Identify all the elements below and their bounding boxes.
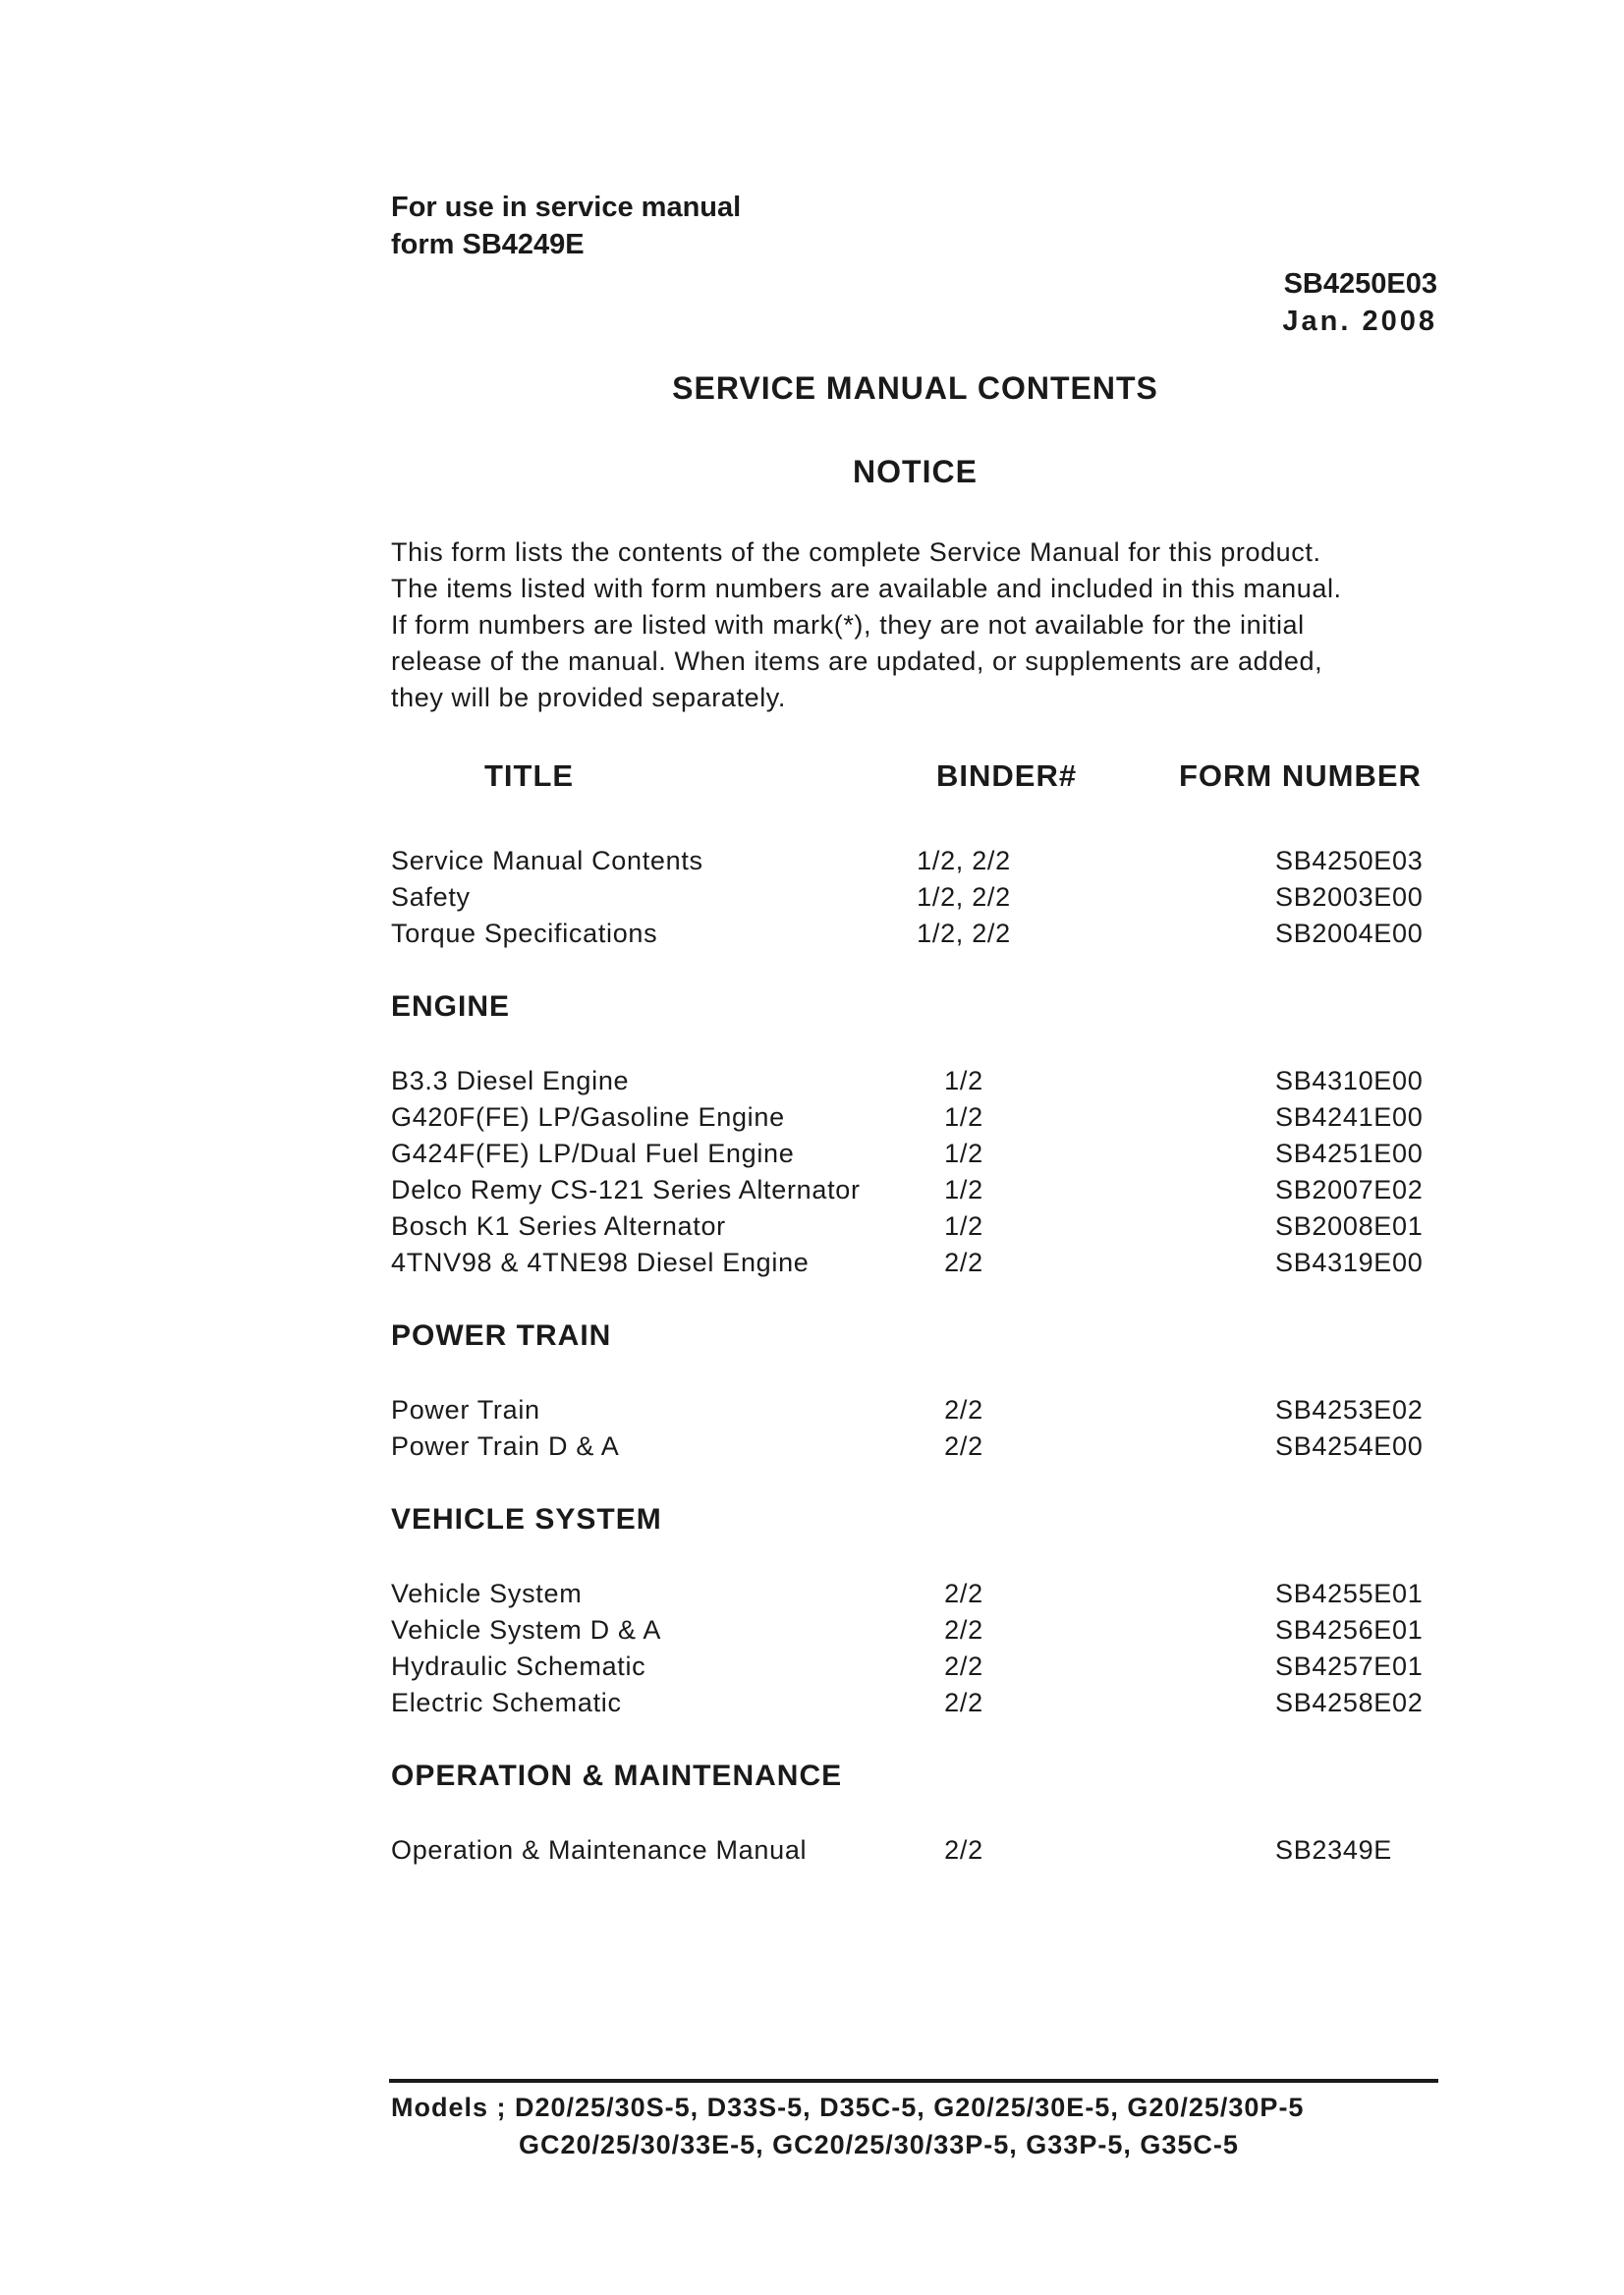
table-row [391,916,1430,952]
table-row [391,1685,1430,1721]
row-title: 4TNV98 & 4TNE98 Diesel Engine [391,1248,810,1277]
document-number: SB4250E03 [1283,268,1437,300]
table-row [391,1099,1430,1136]
row-title: Electric Schematic [391,1688,622,1717]
table-row [391,1612,1430,1649]
row-form-number: SB4258E02 [1275,1688,1424,1717]
row-title: Safety [391,882,471,912]
row-binder: 2/2 [944,1395,983,1425]
row-form-number: SB2004E00 [1275,919,1424,948]
row-form-number: SB2007E02 [1275,1175,1424,1204]
row-form-number: SB4241E00 [1275,1102,1424,1132]
models-line-1: Models ; D20/25/30S-5, D33S-5, D35C-5, G20/25/30E-5, G20/25/30P-5 [391,2093,1305,2122]
document-date: Jan. 2008 [1282,306,1437,337]
row-binder: 1/2 [944,1211,983,1241]
notice-line: If form numbers are listed with mark(*), they are not available for the initial [391,610,1305,640]
row-binder: 1/2 [944,1066,983,1095]
table-row [391,1649,1430,1685]
column-header-form-number: FORM NUMBER [1179,758,1422,793]
row-binder: 1/2 [944,1175,983,1204]
row-form-number: SB4257E01 [1275,1651,1424,1681]
document-id-block [1282,265,1437,340]
models-footer [391,2089,1304,2163]
table-row [391,1392,1430,1428]
notice-heading: NOTICE [853,454,978,489]
row-title: Bosch K1 Series Alternator [391,1211,726,1241]
row-title: G424F(FE) LP/Dual Fuel Engine [391,1139,795,1168]
table-row [391,843,1430,879]
row-form-number: SB4319E00 [1275,1248,1424,1277]
row-form-number: SB2008E01 [1275,1211,1424,1241]
page-title: SERVICE MANUAL CONTENTS [672,370,1158,406]
row-binder: 2/2 [944,1579,983,1608]
section-heading-power-train: POWER TRAIN [391,1319,612,1352]
row-form-number: SB4251E00 [1275,1139,1424,1168]
row-binder: 1/2, 2/2 [917,846,1011,875]
for-use-line-2: form SB4249E [391,229,585,260]
row-title: Service Manual Contents [391,846,703,875]
row-binder: 2/2 [944,1651,983,1681]
table-row [391,1136,1430,1172]
column-header-title: TITLE [484,758,575,793]
for-use-note [391,189,741,263]
table-row [391,1172,1430,1208]
row-title: Vehicle System [391,1579,583,1608]
row-title: B3.3 Diesel Engine [391,1066,630,1095]
table-row [391,1245,1430,1281]
row-title: Operation & Maintenance Manual [391,1835,808,1865]
notice-line: they will be provided separately. [391,683,787,712]
table-row [391,1832,1430,1869]
row-form-number: SB2349E [1275,1835,1392,1865]
table-row [391,1063,1430,1099]
column-header-binder: BINDER# [936,758,1078,793]
for-use-line-1: For use in service manual [391,192,742,223]
models-line-2: GC20/25/30/33E-5, GC20/25/30/33P-5, G33P-5, G35C-5 [519,2130,1239,2159]
row-binder: 1/2, 2/2 [917,882,1011,912]
row-form-number: SB4255E01 [1275,1579,1424,1608]
table-row [391,1576,1430,1612]
row-binder: 2/2 [944,1431,983,1461]
row-form-number: SB4254E00 [1275,1431,1424,1461]
contents-table [391,843,1430,1869]
row-title: Power Train [391,1395,540,1425]
row-title: G420F(FE) LP/Gasoline Engine [391,1102,785,1132]
row-binder: 2/2 [944,1835,983,1865]
row-binder: 2/2 [944,1615,983,1645]
row-binder: 1/2 [944,1102,983,1132]
section-heading-engine: ENGINE [391,990,511,1023]
table-row [391,1208,1430,1245]
row-binder: 2/2 [944,1248,983,1277]
notice-paragraph [391,534,1452,716]
row-title: Hydraulic Schematic [391,1651,646,1681]
row-title: Power Train D & A [391,1431,620,1461]
table-row [391,879,1430,916]
row-form-number: SB2003E00 [1275,882,1424,912]
row-binder: 1/2 [944,1139,983,1168]
notice-line: release of the manual. When items are updated, or supplements are added, [391,646,1323,676]
row-title: Vehicle System D & A [391,1615,662,1645]
row-form-number: SB4310E00 [1275,1066,1424,1095]
row-binder: 1/2, 2/2 [917,919,1011,948]
notice-line: The items listed with form numbers are available and included in this manual. [391,574,1342,603]
footer-divider [389,2079,1438,2083]
row-binder: 2/2 [944,1688,983,1717]
row-title: Delco Remy CS-121 Series Alternator [391,1175,861,1204]
section-heading-vehicle-system: VEHICLE SYSTEM [391,1503,662,1536]
table-row [391,1428,1430,1465]
row-form-number: SB4256E01 [1275,1615,1424,1645]
row-title: Torque Specifications [391,919,658,948]
row-form-number: SB4253E02 [1275,1395,1424,1425]
row-form-number: SB4250E03 [1275,846,1424,875]
notice-line: This form lists the contents of the complete Service Manual for this product. [391,537,1321,567]
section-heading-operation-maintenance: OPERATION & MAINTENANCE [391,1760,843,1792]
